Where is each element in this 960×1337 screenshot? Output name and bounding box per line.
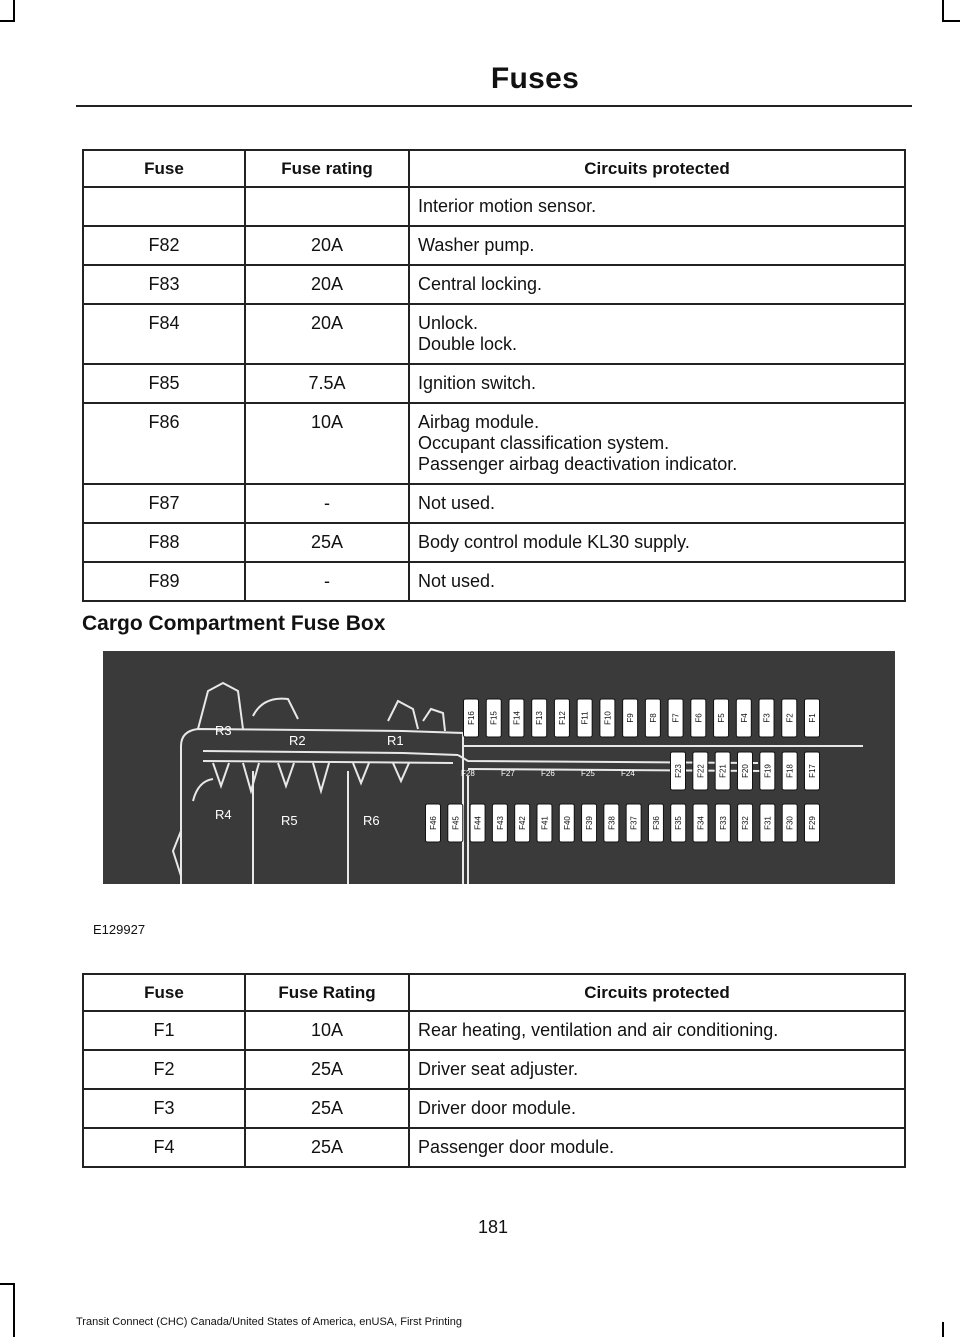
table-row (83, 304, 905, 364)
column-header-circuits: Circuits protected (409, 150, 905, 187)
table-body (83, 1011, 905, 1167)
column-header-fuse: Fuse (83, 974, 245, 1011)
table-row (83, 484, 905, 523)
fuse-id-cell: F4 (83, 1128, 245, 1167)
fuse-label: F18 (785, 764, 795, 778)
relay-label: R5 (281, 813, 298, 828)
column-header-rating: Fuse Rating (245, 974, 409, 1011)
table-row (83, 523, 905, 562)
table-row (83, 187, 905, 226)
relay-label: R2 (289, 733, 306, 748)
circuit-line: Central locking. (418, 274, 543, 294)
column-header-rating: Fuse rating (245, 150, 409, 187)
table-row (83, 1011, 905, 1050)
circuit-line: Passenger airbag deactivation indicator. (418, 454, 738, 474)
circuit-line: Driver door module. (418, 1098, 577, 1118)
fuse-label: F21 (718, 764, 728, 778)
page-number: 181 (477, 1217, 509, 1237)
fuse-rating-cell: 20A (245, 304, 409, 364)
fuse-table-cargo-compartment (82, 973, 906, 1168)
table-row (83, 364, 905, 403)
table-body (83, 187, 905, 601)
circuit-line: Passenger door module. (418, 1137, 615, 1157)
fuse-label: F35 (674, 816, 684, 830)
table-row (83, 226, 905, 265)
fuse-label: F19 (763, 764, 773, 778)
circuits-cell (409, 265, 905, 304)
circuits-cell (409, 484, 905, 523)
crop-mark (13, 1283, 15, 1337)
fuse-label: F42 (518, 816, 528, 830)
crop-mark (0, 1283, 15, 1285)
fuse-label: F32 (741, 816, 751, 830)
fuse-label: F3 (762, 713, 772, 723)
circuit-line: Not used. (418, 493, 496, 513)
fuse-label: F25 (581, 769, 595, 778)
fuse-id-cell: F89 (83, 562, 245, 601)
footer-text: Transit Connect (CHC) Canada/United States of America, enUSA, First Printing (76, 1316, 462, 1328)
fuse-rating-cell: 10A (245, 1011, 409, 1050)
fuse-label: F22 (696, 764, 706, 778)
fuse-label: F39 (585, 816, 595, 830)
circuit-line: Washer pump. (418, 235, 535, 255)
fuse-label: F45 (451, 816, 461, 830)
crop-mark (13, 0, 15, 22)
fuse-id-cell: F87 (83, 484, 245, 523)
table-row (83, 403, 905, 484)
fuse-label: F1 (808, 713, 817, 723)
fuse-label: F7 (671, 713, 681, 723)
circuit-line: Double lock. (418, 334, 518, 354)
fuse-id-cell: F84 (83, 304, 245, 364)
fuse-label: F36 (651, 816, 661, 830)
crop-mark (942, 0, 944, 22)
fuse-label: F2 (785, 713, 795, 723)
fuse-rating-cell: 25A (245, 1128, 409, 1167)
fuse-label: F30 (785, 816, 795, 830)
fuse-label: F26 (541, 769, 555, 778)
circuit-line: Rear heating, ventilation and air conditioning. (418, 1020, 779, 1040)
table-row (83, 1050, 905, 1089)
fuse-id-cell: F2 (83, 1050, 245, 1089)
relay-label: R6 (363, 813, 380, 828)
fuse-label: F24 (621, 769, 635, 778)
relay-label: R1 (387, 733, 404, 748)
table-row (83, 1089, 905, 1128)
fuse-label: F34 (696, 816, 706, 830)
circuits-cell (409, 304, 905, 364)
fuse-rating-cell: 25A (245, 523, 409, 562)
column-header-circuits: Circuits protected (409, 974, 905, 1011)
fuse-label: F15 (489, 711, 499, 725)
relay-label: R3 (215, 723, 232, 738)
fuse-label: F14 (512, 711, 522, 725)
fuse-rating-cell: 7.5A (245, 364, 409, 403)
relay-label: R4 (215, 807, 232, 822)
title-divider (76, 105, 912, 107)
fuse-label: F5 (717, 713, 727, 723)
fuse-row-middle (671, 752, 820, 790)
circuits-cell (409, 1128, 905, 1167)
circuits-cell (409, 1011, 905, 1050)
table-row (83, 562, 905, 601)
fuse-label: F33 (718, 816, 728, 830)
fuse-rating-cell (245, 187, 409, 226)
crop-mark (942, 1322, 944, 1337)
fuse-label: F8 (648, 713, 658, 723)
fuse-id-cell: F83 (83, 265, 245, 304)
fuse-label: F44 (473, 816, 483, 830)
fuse-label: F38 (607, 816, 617, 830)
fuse-label: F28 (461, 769, 475, 778)
circuit-line: Airbag module. (418, 412, 540, 432)
column-header-fuse: Fuse (83, 150, 245, 187)
fuse-label: F23 (674, 764, 683, 778)
fuse-rating-cell: - (245, 484, 409, 523)
fuse-label: F43 (495, 816, 505, 830)
fuse-label: F16 (467, 711, 476, 725)
fuse-label: F40 (562, 816, 572, 830)
fuse-id-cell: F82 (83, 226, 245, 265)
figure-code: E129927 (93, 922, 146, 937)
fuse-label: F4 (739, 713, 749, 723)
table-row (83, 265, 905, 304)
table-row (83, 1128, 905, 1167)
fuse-label: F46 (429, 816, 438, 830)
fuse-label: F20 (741, 764, 750, 778)
circuits-cell (409, 403, 905, 484)
circuit-line: Occupant classification system. (418, 433, 670, 453)
fuse-rating-cell: 25A (245, 1089, 409, 1128)
fuse-label: F41 (540, 816, 550, 830)
fuse-rating-cell: - (245, 562, 409, 601)
fuse-label: F12 (557, 711, 567, 725)
fuse-rating-cell: 10A (245, 403, 409, 484)
circuit-line: Ignition switch. (418, 373, 537, 393)
fuse-label: F6 (694, 713, 704, 723)
table-header-row (83, 150, 905, 187)
fuse-id-cell: F1 (83, 1011, 245, 1050)
section-heading: Cargo Compartment Fuse Box (82, 612, 386, 635)
fuse-rating-cell: 20A (245, 226, 409, 265)
fuse-id-cell: F86 (83, 403, 245, 484)
circuits-cell (409, 523, 905, 562)
fuse-label: F31 (763, 816, 773, 830)
circuits-cell (409, 562, 905, 601)
fuse-label: F37 (629, 816, 639, 830)
fuse-label: F11 (580, 711, 590, 725)
page-title: Fuses (490, 62, 580, 95)
circuits-cell (409, 364, 905, 403)
circuits-cell (409, 1050, 905, 1089)
fuse-box-illustration (103, 651, 895, 884)
fuse-id-cell: F85 (83, 364, 245, 403)
fuse-label: F10 (603, 711, 613, 725)
circuit-line: Interior motion sensor. (418, 196, 597, 216)
fuse-table-passenger-compartment (82, 149, 906, 602)
fuse-label: F13 (535, 711, 545, 725)
crop-mark (0, 20, 15, 22)
diagram-background (103, 651, 895, 884)
fuse-label: F17 (808, 764, 817, 778)
crop-mark (942, 20, 960, 22)
circuit-line: Body control module KL30 supply. (418, 532, 690, 552)
circuit-line: Unlock. (418, 313, 479, 333)
circuit-line: Driver seat adjuster. (418, 1059, 579, 1079)
fuse-label: F9 (626, 713, 636, 723)
fuse-label: F27 (501, 769, 515, 778)
circuits-cell (409, 226, 905, 265)
fuse-id-cell (83, 187, 245, 226)
circuits-cell (409, 187, 905, 226)
table-header-row (83, 974, 905, 1011)
fuse-id-cell: F88 (83, 523, 245, 562)
circuit-line: Not used. (418, 571, 496, 591)
fuse-label: F29 (808, 816, 817, 830)
circuits-cell (409, 1089, 905, 1128)
fuse-rating-cell: 25A (245, 1050, 409, 1089)
cargo-fuse-box-diagram (103, 651, 895, 884)
fuse-rating-cell: 20A (245, 265, 409, 304)
fuse-id-cell: F3 (83, 1089, 245, 1128)
